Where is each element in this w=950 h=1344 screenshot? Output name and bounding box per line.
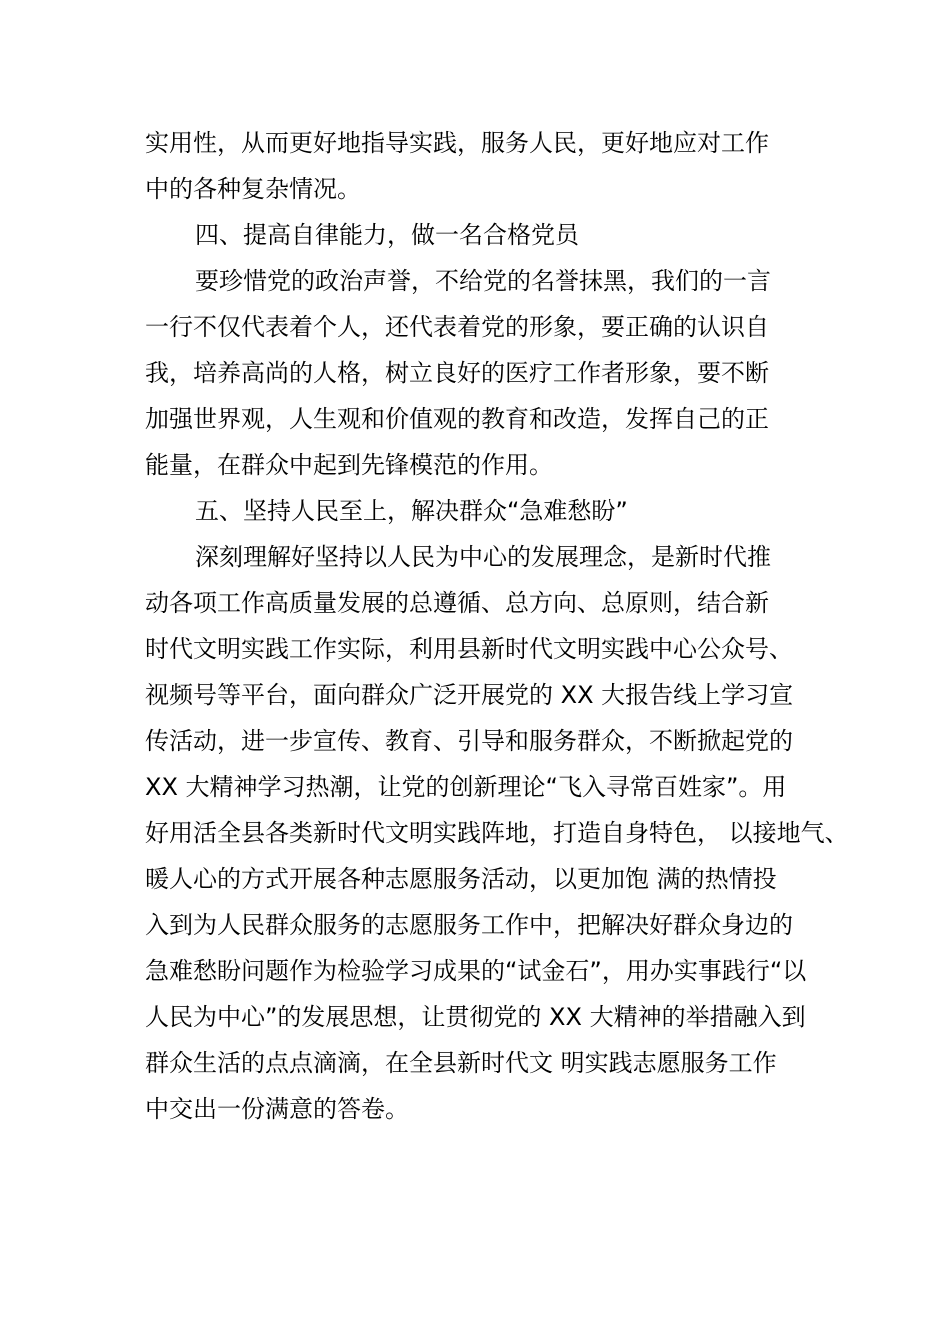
- section-heading-4: 四、提高自律能力，做一名合格党员: [195, 221, 579, 249]
- paragraph-line: 中的各种复杂情况。: [145, 175, 361, 203]
- paragraph-line: 传活动，进一步宣传、教育、引导和服务群众，不断掀起党的: [145, 727, 793, 755]
- paragraph-line: 能量，在群众中起到先锋模范的作用。: [145, 451, 553, 479]
- paragraph-line: 视频号等平台，面向群众广泛开展党的 XX 大报告线上学习宣: [145, 681, 794, 709]
- paragraph-line: 一行不仅代表着个人，还代表着党的形象，要正确的认识自: [145, 313, 769, 341]
- paragraph-line: 实用性，从而更好地指导实践，服务人民，更好地应对工作: [145, 129, 769, 157]
- paragraph-line: 加强世界观，人生观和价值观的教育和改造，发挥自己的正: [145, 405, 769, 433]
- paragraph-line: 要珍惜党的政治声誉，不给党的名誉抹黑，我们的一言: [195, 267, 771, 295]
- paragraph-line: 人民为中心”的发展思想，让贯彻党的 XX 大精神的举措融入到: [145, 1003, 806, 1031]
- paragraph-line: 时代文明实践工作实际，利用县新时代文明实践中心公众号、: [145, 635, 793, 663]
- paragraph-line: 中交出一份满意的答卷。: [145, 1095, 409, 1123]
- paragraph-line: 动各项工作高质量发展的总遵循、总方向、总原则，结合新: [145, 589, 769, 617]
- document-body: [145, 120, 849, 1132]
- paragraph-line: 我，培养高尚的人格，树立良好的医疗工作者形象，要不断: [145, 359, 769, 387]
- paragraph-line: 群众生活的点点滴滴，在全县新时代文 明实践志愿服务工作: [145, 1049, 777, 1077]
- paragraph-line: XX 大精神学习热潮，让党的创新理论“飞入寻常百姓家”。用: [145, 773, 787, 801]
- section-heading-5: 五、坚持人民至上，解决群众“急难愁盼”: [195, 497, 628, 525]
- paragraph-line: 暖人心的方式开展各种志愿服务活动，以更加饱 满的热情投: [145, 865, 777, 893]
- paragraph-line: 急难愁盼问题作为检验学习成果的“试金石”，用办实事践行“以: [145, 957, 807, 985]
- paragraph-line: 入到为人民群众服务的志愿服务工作中，把解决好群众身边的: [145, 911, 793, 939]
- paragraph-line: 好用活全县各类新时代文明实践阵地，打造自身特色， 以接地气、: [145, 819, 849, 847]
- paragraph-line: 深刻理解好坚持以人民为中心的发展理念，是新时代推: [195, 543, 771, 571]
